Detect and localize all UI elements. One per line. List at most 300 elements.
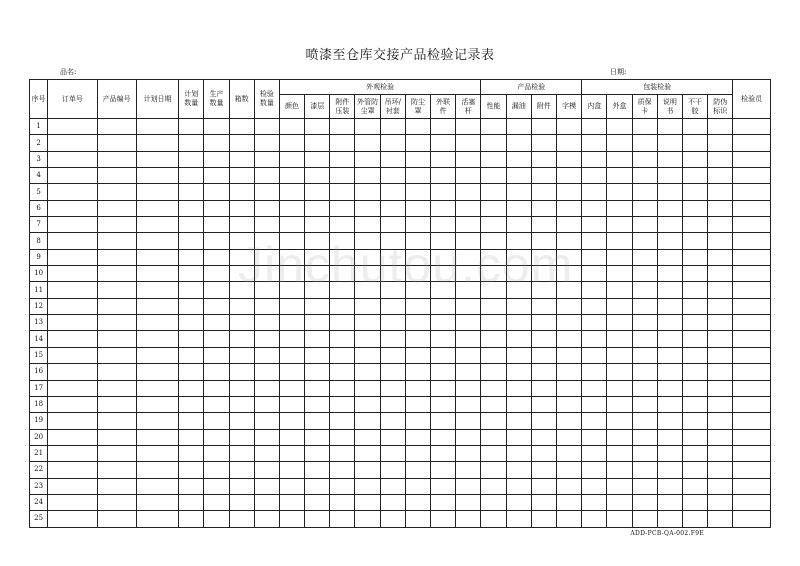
entry-cell[interactable] (179, 315, 204, 331)
entry-cell[interactable] (531, 119, 556, 135)
entry-cell[interactable] (481, 135, 506, 151)
entry-cell[interactable] (733, 315, 771, 331)
entry-cell[interactable] (506, 445, 531, 461)
entry-cell[interactable] (708, 315, 733, 331)
entry-cell[interactable] (481, 151, 506, 167)
entry-cell[interactable] (355, 462, 380, 478)
entry-cell[interactable] (136, 413, 178, 429)
entry-cell[interactable] (229, 135, 254, 151)
entry-cell[interactable] (632, 413, 657, 429)
entry-cell[interactable] (330, 249, 355, 265)
entry-cell[interactable] (355, 315, 380, 331)
entry-cell[interactable] (431, 494, 456, 510)
entry-cell[interactable] (431, 233, 456, 249)
entry-cell[interactable] (657, 184, 682, 200)
entry-cell[interactable] (531, 168, 556, 184)
entry-cell[interactable] (380, 282, 405, 298)
entry-cell[interactable] (632, 462, 657, 478)
entry-cell[interactable] (632, 347, 657, 363)
entry-cell[interactable] (380, 135, 405, 151)
entry-cell[interactable] (431, 282, 456, 298)
entry-cell[interactable] (708, 429, 733, 445)
entry-cell[interactable] (330, 135, 355, 151)
entry-cell[interactable] (355, 445, 380, 461)
entry-cell[interactable] (179, 331, 204, 347)
entry-cell[interactable] (657, 396, 682, 412)
entry-cell[interactable] (506, 511, 531, 527)
entry-cell[interactable] (682, 119, 707, 135)
entry-cell[interactable] (632, 315, 657, 331)
entry-cell[interactable] (254, 151, 279, 167)
entry-cell[interactable] (48, 135, 97, 151)
entry-cell[interactable] (582, 462, 607, 478)
entry-cell[interactable] (607, 217, 632, 233)
entry-cell[interactable] (607, 200, 632, 216)
entry-cell[interactable] (136, 298, 178, 314)
entry-cell[interactable] (405, 445, 430, 461)
entry-cell[interactable] (682, 184, 707, 200)
entry-cell[interactable] (330, 347, 355, 363)
entry-cell[interactable] (531, 347, 556, 363)
entry-cell[interactable] (682, 315, 707, 331)
entry-cell[interactable] (733, 347, 771, 363)
entry-cell[interactable] (355, 168, 380, 184)
entry-cell[interactable] (355, 184, 380, 200)
entry-cell[interactable] (708, 200, 733, 216)
entry-cell[interactable] (556, 315, 581, 331)
entry-cell[interactable] (355, 429, 380, 445)
entry-cell[interactable] (97, 511, 136, 527)
entry-cell[interactable] (582, 380, 607, 396)
entry-cell[interactable] (179, 135, 204, 151)
entry-cell[interactable] (97, 331, 136, 347)
entry-cell[interactable] (531, 200, 556, 216)
entry-cell[interactable] (204, 233, 229, 249)
entry-cell[interactable] (708, 249, 733, 265)
entry-cell[interactable] (657, 119, 682, 135)
entry-cell[interactable] (481, 364, 506, 380)
entry-cell[interactable] (380, 168, 405, 184)
entry-cell[interactable] (179, 429, 204, 445)
entry-cell[interactable] (657, 315, 682, 331)
entry-cell[interactable] (657, 445, 682, 461)
entry-cell[interactable] (556, 135, 581, 151)
entry-cell[interactable] (48, 380, 97, 396)
entry-cell[interactable] (481, 266, 506, 282)
entry-cell[interactable] (305, 135, 330, 151)
entry-cell[interactable] (48, 347, 97, 363)
entry-cell[interactable] (733, 331, 771, 347)
entry-cell[interactable] (330, 511, 355, 527)
entry-cell[interactable] (48, 315, 97, 331)
entry-cell[interactable] (657, 200, 682, 216)
entry-cell[interactable] (355, 200, 380, 216)
entry-cell[interactable] (556, 331, 581, 347)
entry-cell[interactable] (305, 494, 330, 510)
entry-cell[interactable] (355, 151, 380, 167)
entry-cell[interactable] (254, 266, 279, 282)
entry-cell[interactable] (405, 233, 430, 249)
entry-cell[interactable] (607, 478, 632, 494)
entry-cell[interactable] (556, 396, 581, 412)
entry-cell[interactable] (97, 168, 136, 184)
entry-cell[interactable] (632, 168, 657, 184)
entry-cell[interactable] (708, 380, 733, 396)
entry-cell[interactable] (632, 266, 657, 282)
entry-cell[interactable] (481, 249, 506, 265)
entry-cell[interactable] (380, 233, 405, 249)
entry-cell[interactable] (607, 315, 632, 331)
entry-cell[interactable] (733, 217, 771, 233)
entry-cell[interactable] (531, 233, 556, 249)
entry-cell[interactable] (657, 151, 682, 167)
entry-cell[interactable] (305, 233, 330, 249)
entry-cell[interactable] (632, 511, 657, 527)
entry-cell[interactable] (531, 298, 556, 314)
entry-cell[interactable] (682, 347, 707, 363)
entry-cell[interactable] (305, 266, 330, 282)
entry-cell[interactable] (607, 233, 632, 249)
entry-cell[interactable] (531, 494, 556, 510)
entry-cell[interactable] (708, 168, 733, 184)
entry-cell[interactable] (708, 151, 733, 167)
entry-cell[interactable] (556, 380, 581, 396)
entry-cell[interactable] (607, 298, 632, 314)
entry-cell[interactable] (657, 331, 682, 347)
entry-cell[interactable] (254, 331, 279, 347)
entry-cell[interactable] (531, 413, 556, 429)
entry-cell[interactable] (456, 413, 481, 429)
entry-cell[interactable] (48, 217, 97, 233)
entry-cell[interactable] (48, 249, 97, 265)
entry-cell[interactable] (97, 266, 136, 282)
entry-cell[interactable] (136, 249, 178, 265)
entry-cell[interactable] (431, 119, 456, 135)
entry-cell[interactable] (556, 413, 581, 429)
entry-cell[interactable] (733, 249, 771, 265)
entry-cell[interactable] (330, 184, 355, 200)
entry-cell[interactable] (204, 315, 229, 331)
entry-cell[interactable] (708, 511, 733, 527)
entry-cell[interactable] (405, 364, 430, 380)
entry-cell[interactable] (97, 200, 136, 216)
entry-cell[interactable] (531, 429, 556, 445)
entry-cell[interactable] (279, 217, 304, 233)
entry-cell[interactable] (48, 396, 97, 412)
entry-cell[interactable] (456, 282, 481, 298)
entry-cell[interactable] (531, 511, 556, 527)
entry-cell[interactable] (708, 266, 733, 282)
entry-cell[interactable] (279, 298, 304, 314)
entry-cell[interactable] (136, 331, 178, 347)
entry-cell[interactable] (254, 200, 279, 216)
entry-cell[interactable] (204, 494, 229, 510)
entry-cell[interactable] (229, 413, 254, 429)
entry-cell[interactable] (481, 494, 506, 510)
entry-cell[interactable] (506, 347, 531, 363)
entry-cell[interactable] (431, 217, 456, 233)
entry-cell[interactable] (179, 200, 204, 216)
entry-cell[interactable] (97, 445, 136, 461)
entry-cell[interactable] (305, 380, 330, 396)
entry-cell[interactable] (136, 478, 178, 494)
entry-cell[interactable] (330, 445, 355, 461)
entry-cell[interactable] (481, 298, 506, 314)
entry-cell[interactable] (632, 445, 657, 461)
entry-cell[interactable] (330, 462, 355, 478)
entry-cell[interactable] (330, 331, 355, 347)
entry-cell[interactable] (405, 494, 430, 510)
entry-cell[interactable] (355, 380, 380, 396)
entry-cell[interactable] (431, 331, 456, 347)
entry-cell[interactable] (254, 364, 279, 380)
entry-cell[interactable] (97, 396, 136, 412)
entry-cell[interactable] (582, 200, 607, 216)
entry-cell[interactable] (136, 494, 178, 510)
entry-cell[interactable] (632, 396, 657, 412)
entry-cell[interactable] (481, 331, 506, 347)
entry-cell[interactable] (733, 298, 771, 314)
entry-cell[interactable] (254, 478, 279, 494)
entry-cell[interactable] (733, 135, 771, 151)
entry-cell[interactable] (204, 462, 229, 478)
entry-cell[interactable] (431, 413, 456, 429)
entry-cell[interactable] (279, 429, 304, 445)
entry-cell[interactable] (136, 347, 178, 363)
entry-cell[interactable] (506, 168, 531, 184)
entry-cell[interactable] (708, 494, 733, 510)
entry-cell[interactable] (607, 282, 632, 298)
entry-cell[interactable] (254, 135, 279, 151)
entry-cell[interactable] (179, 462, 204, 478)
entry-cell[interactable] (254, 462, 279, 478)
entry-cell[interactable] (657, 347, 682, 363)
entry-cell[interactable] (380, 298, 405, 314)
entry-cell[interactable] (305, 282, 330, 298)
entry-cell[interactable] (179, 380, 204, 396)
entry-cell[interactable] (456, 249, 481, 265)
entry-cell[interactable] (204, 266, 229, 282)
entry-cell[interactable] (136, 135, 178, 151)
entry-cell[interactable] (254, 217, 279, 233)
entry-cell[interactable] (506, 478, 531, 494)
entry-cell[interactable] (481, 184, 506, 200)
entry-cell[interactable] (632, 429, 657, 445)
entry-cell[interactable] (97, 413, 136, 429)
entry-cell[interactable] (607, 494, 632, 510)
entry-cell[interactable] (708, 298, 733, 314)
entry-cell[interactable] (136, 282, 178, 298)
entry-cell[interactable] (456, 298, 481, 314)
entry-cell[interactable] (733, 494, 771, 510)
entry-cell[interactable] (531, 184, 556, 200)
entry-cell[interactable] (632, 233, 657, 249)
entry-cell[interactable] (657, 494, 682, 510)
entry-cell[interactable] (708, 462, 733, 478)
entry-cell[interactable] (657, 266, 682, 282)
entry-cell[interactable] (97, 217, 136, 233)
entry-cell[interactable] (632, 331, 657, 347)
entry-cell[interactable] (607, 249, 632, 265)
entry-cell[interactable] (48, 331, 97, 347)
entry-cell[interactable] (179, 249, 204, 265)
entry-cell[interactable] (229, 282, 254, 298)
entry-cell[interactable] (431, 429, 456, 445)
entry-cell[interactable] (405, 217, 430, 233)
entry-cell[interactable] (582, 429, 607, 445)
entry-cell[interactable] (456, 151, 481, 167)
entry-cell[interactable] (481, 429, 506, 445)
entry-cell[interactable] (229, 494, 254, 510)
entry-cell[interactable] (456, 364, 481, 380)
entry-cell[interactable] (136, 511, 178, 527)
entry-cell[interactable] (204, 282, 229, 298)
entry-cell[interactable] (97, 478, 136, 494)
entry-cell[interactable] (330, 315, 355, 331)
entry-cell[interactable] (97, 380, 136, 396)
entry-cell[interactable] (682, 233, 707, 249)
entry-cell[interactable] (431, 200, 456, 216)
entry-cell[interactable] (48, 494, 97, 510)
entry-cell[interactable] (733, 151, 771, 167)
entry-cell[interactable] (456, 135, 481, 151)
entry-cell[interactable] (279, 347, 304, 363)
entry-cell[interactable] (733, 184, 771, 200)
entry-cell[interactable] (48, 233, 97, 249)
entry-cell[interactable] (481, 478, 506, 494)
entry-cell[interactable] (229, 429, 254, 445)
entry-cell[interactable] (279, 364, 304, 380)
entry-cell[interactable] (682, 298, 707, 314)
entry-cell[interactable] (380, 413, 405, 429)
entry-cell[interactable] (682, 396, 707, 412)
entry-cell[interactable] (97, 315, 136, 331)
entry-cell[interactable] (531, 151, 556, 167)
entry-cell[interactable] (330, 494, 355, 510)
entry-cell[interactable] (456, 347, 481, 363)
entry-cell[interactable] (48, 298, 97, 314)
entry-cell[interactable] (305, 200, 330, 216)
entry-cell[interactable] (405, 119, 430, 135)
entry-cell[interactable] (456, 233, 481, 249)
entry-cell[interactable] (179, 168, 204, 184)
entry-cell[interactable] (305, 396, 330, 412)
entry-cell[interactable] (355, 135, 380, 151)
entry-cell[interactable] (481, 347, 506, 363)
entry-cell[interactable] (456, 429, 481, 445)
entry-cell[interactable] (682, 478, 707, 494)
entry-cell[interactable] (179, 233, 204, 249)
entry-cell[interactable] (708, 478, 733, 494)
entry-cell[interactable] (204, 347, 229, 363)
entry-cell[interactable] (279, 478, 304, 494)
entry-cell[interactable] (305, 119, 330, 135)
entry-cell[interactable] (506, 135, 531, 151)
entry-cell[interactable] (405, 298, 430, 314)
entry-cell[interactable] (48, 168, 97, 184)
entry-cell[interactable] (481, 462, 506, 478)
entry-cell[interactable] (229, 396, 254, 412)
entry-cell[interactable] (632, 184, 657, 200)
entry-cell[interactable] (305, 151, 330, 167)
entry-cell[interactable] (582, 413, 607, 429)
entry-cell[interactable] (405, 413, 430, 429)
entry-cell[interactable] (305, 298, 330, 314)
entry-cell[interactable] (405, 380, 430, 396)
entry-cell[interactable] (279, 266, 304, 282)
entry-cell[interactable] (380, 315, 405, 331)
entry-cell[interactable] (405, 200, 430, 216)
entry-cell[interactable] (733, 429, 771, 445)
entry-cell[interactable] (556, 200, 581, 216)
entry-cell[interactable] (136, 233, 178, 249)
entry-cell[interactable] (229, 462, 254, 478)
entry-cell[interactable] (97, 429, 136, 445)
entry-cell[interactable] (305, 478, 330, 494)
entry-cell[interactable] (204, 119, 229, 135)
entry-cell[interactable] (632, 494, 657, 510)
entry-cell[interactable] (355, 413, 380, 429)
entry-cell[interactable] (179, 445, 204, 461)
entry-cell[interactable] (254, 249, 279, 265)
entry-cell[interactable] (279, 233, 304, 249)
entry-cell[interactable] (405, 462, 430, 478)
entry-cell[interactable] (506, 462, 531, 478)
entry-cell[interactable] (48, 478, 97, 494)
entry-cell[interactable] (229, 478, 254, 494)
entry-cell[interactable] (405, 266, 430, 282)
entry-cell[interactable] (97, 249, 136, 265)
entry-cell[interactable] (556, 298, 581, 314)
entry-cell[interactable] (582, 494, 607, 510)
entry-cell[interactable] (204, 396, 229, 412)
entry-cell[interactable] (355, 119, 380, 135)
entry-cell[interactable] (204, 445, 229, 461)
entry-cell[interactable] (682, 445, 707, 461)
entry-cell[interactable] (682, 151, 707, 167)
entry-cell[interactable] (556, 347, 581, 363)
entry-cell[interactable] (380, 494, 405, 510)
entry-cell[interactable] (506, 494, 531, 510)
entry-cell[interactable] (556, 445, 581, 461)
entry-cell[interactable] (733, 233, 771, 249)
entry-cell[interactable] (632, 249, 657, 265)
entry-cell[interactable] (531, 135, 556, 151)
entry-cell[interactable] (279, 151, 304, 167)
entry-cell[interactable] (305, 413, 330, 429)
entry-cell[interactable] (708, 135, 733, 151)
entry-cell[interactable] (48, 364, 97, 380)
entry-cell[interactable] (179, 217, 204, 233)
entry-cell[interactable] (204, 151, 229, 167)
entry-cell[interactable] (305, 331, 330, 347)
entry-cell[interactable] (355, 396, 380, 412)
entry-cell[interactable] (657, 135, 682, 151)
entry-cell[interactable] (254, 413, 279, 429)
entry-cell[interactable] (733, 168, 771, 184)
entry-cell[interactable] (355, 511, 380, 527)
entry-cell[interactable] (708, 331, 733, 347)
entry-cell[interactable] (607, 168, 632, 184)
entry-cell[interactable] (506, 380, 531, 396)
entry-cell[interactable] (380, 380, 405, 396)
entry-cell[interactable] (204, 478, 229, 494)
entry-cell[interactable] (330, 380, 355, 396)
entry-cell[interactable] (506, 249, 531, 265)
entry-cell[interactable] (531, 315, 556, 331)
entry-cell[interactable] (405, 168, 430, 184)
entry-cell[interactable] (456, 200, 481, 216)
